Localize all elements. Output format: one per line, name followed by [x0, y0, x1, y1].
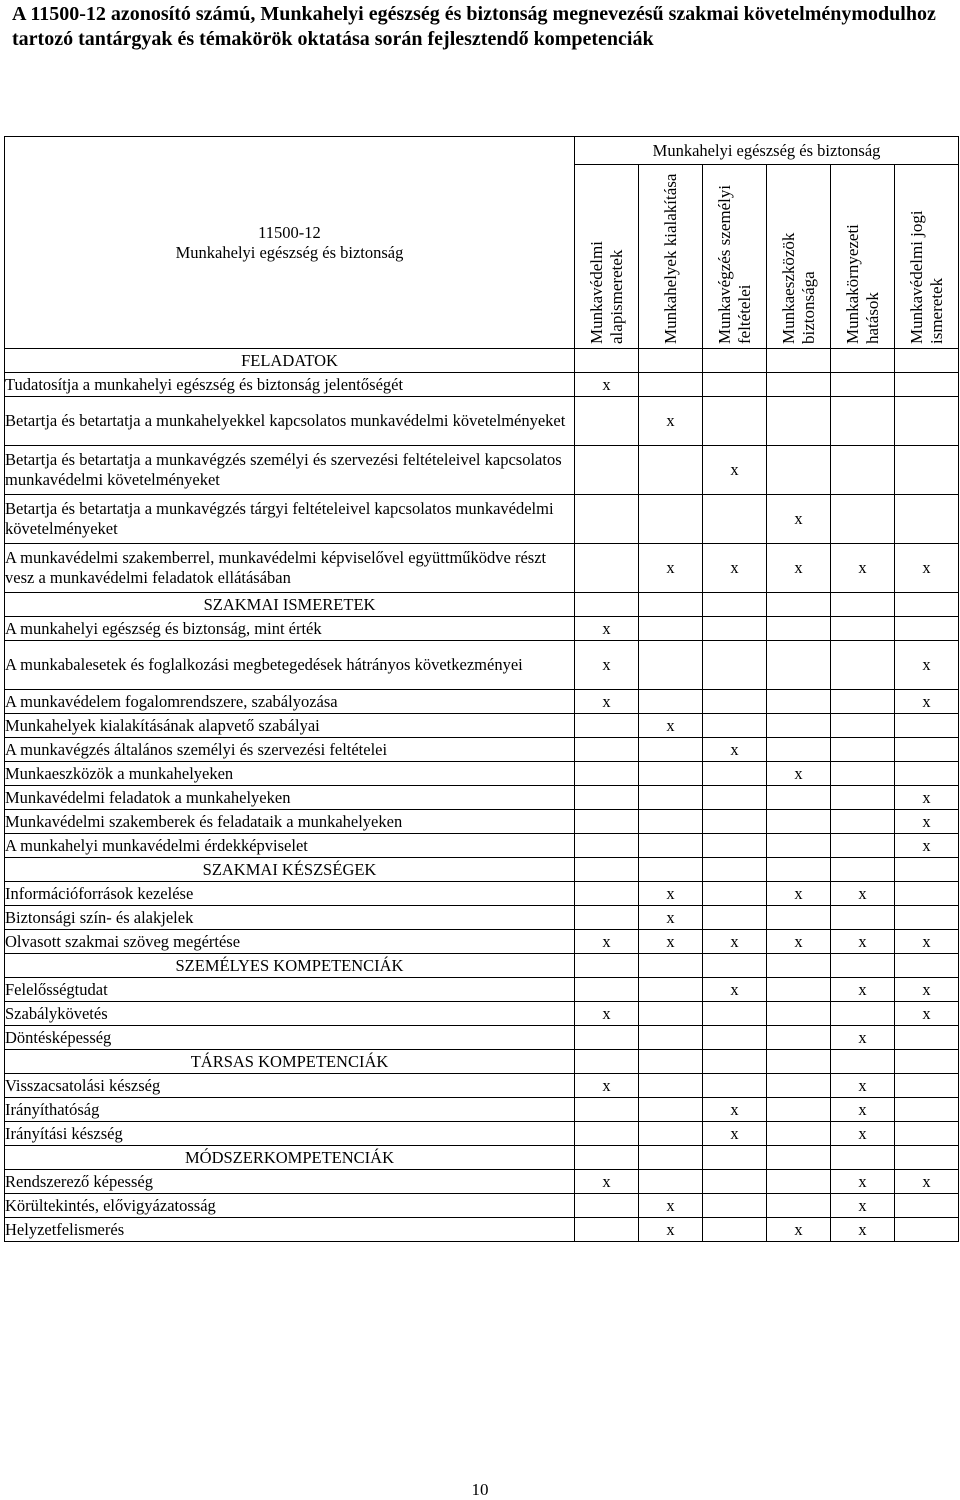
mark-cell — [831, 495, 895, 544]
table-row — [5, 397, 959, 446]
mark-cell — [767, 786, 831, 810]
empty-cell — [895, 1146, 959, 1170]
empty-cell — [831, 858, 895, 882]
mark-cell — [703, 810, 767, 834]
mark-cell: x — [575, 1002, 639, 1026]
empty-cell — [703, 858, 767, 882]
mark-cell — [767, 617, 831, 641]
empty-cell — [767, 1050, 831, 1074]
mark-cell — [639, 690, 703, 714]
mark-cell: x — [767, 930, 831, 954]
mark-cell — [703, 1194, 767, 1218]
mark-cell: x — [831, 978, 895, 1002]
mark-cell — [575, 762, 639, 786]
column-header-label: Munkavégzés személyi feltételei — [715, 184, 754, 344]
mark-cell: x — [639, 1218, 703, 1242]
mark-cell — [575, 786, 639, 810]
mark-cell: x — [703, 738, 767, 762]
mark-cell — [895, 397, 959, 446]
table-row — [5, 1218, 959, 1242]
mark-cell: x — [575, 930, 639, 954]
row-label: Körültekintés, elővigyázatosság — [5, 1194, 575, 1218]
module-header-cell — [5, 137, 575, 349]
mark-cell: x — [767, 882, 831, 906]
empty-cell — [831, 349, 895, 373]
empty-cell — [703, 954, 767, 978]
mark-cell: x — [895, 641, 959, 690]
column-header-label: Munkahelyek kialakítása — [661, 173, 680, 344]
mark-cell: x — [831, 1074, 895, 1098]
mark-cell: x — [831, 1170, 895, 1194]
empty-cell — [767, 1146, 831, 1170]
mark-cell — [831, 617, 895, 641]
mark-cell — [575, 906, 639, 930]
mark-cell — [767, 397, 831, 446]
mark-cell — [831, 906, 895, 930]
empty-cell — [895, 593, 959, 617]
mark-cell: x — [639, 544, 703, 593]
row-label: Információforrások kezelése — [5, 882, 575, 906]
row-label: A munkahelyi munkavédelmi érdekképviselet — [5, 834, 575, 858]
mark-cell — [831, 738, 895, 762]
section-header-row — [5, 349, 959, 373]
section-header-row — [5, 1146, 959, 1170]
mark-cell — [639, 1122, 703, 1146]
empty-cell — [831, 1146, 895, 1170]
mark-cell — [895, 714, 959, 738]
mark-cell — [831, 762, 895, 786]
mark-cell — [703, 373, 767, 397]
table-row — [5, 810, 959, 834]
mark-cell: x — [831, 1026, 895, 1050]
row-label: Felelősségtudat — [5, 978, 575, 1002]
mark-cell — [639, 373, 703, 397]
section-title: MÓDSZERKOMPETENCIÁK — [5, 1146, 575, 1170]
empty-cell — [575, 858, 639, 882]
empty-cell — [767, 954, 831, 978]
mark-cell — [767, 1194, 831, 1218]
mark-cell — [895, 495, 959, 544]
empty-cell — [575, 349, 639, 373]
mark-cell — [639, 1170, 703, 1194]
row-label: A munkavédelem fogalomrendszere, szabályozása — [5, 690, 575, 714]
row-label: Irányítási készség — [5, 1122, 575, 1146]
section-title: SZAKMAI KÉSZSÉGEK — [5, 858, 575, 882]
mark-cell — [703, 1074, 767, 1098]
mark-cell — [575, 1218, 639, 1242]
mark-cell: x — [767, 495, 831, 544]
mark-cell: x — [703, 1122, 767, 1146]
mark-cell — [895, 738, 959, 762]
section-header-row — [5, 1050, 959, 1074]
mark-cell — [703, 617, 767, 641]
empty-cell — [831, 593, 895, 617]
mark-cell — [639, 834, 703, 858]
mark-cell — [703, 1026, 767, 1050]
mark-cell — [703, 397, 767, 446]
table-row — [5, 1122, 959, 1146]
document-title: A 11500-12 azonosító számú, Munkahelyi egészség és biztonság megnevezésű szakmai követelménymodulhoz tartozó tantárgyak és témakörök oktatása során fejlesztendő kompetenciák — [12, 3, 936, 50]
table-row — [5, 1098, 959, 1122]
mark-cell — [639, 978, 703, 1002]
mark-cell — [767, 373, 831, 397]
mark-cell — [767, 738, 831, 762]
mark-cell — [831, 641, 895, 690]
column-header-label: Munkaeszközök biztonsága — [779, 232, 818, 344]
mark-cell: x — [895, 810, 959, 834]
mark-cell — [703, 834, 767, 858]
mark-cell: x — [831, 1218, 895, 1242]
mark-cell: x — [831, 1122, 895, 1146]
table-row — [5, 978, 959, 1002]
column-header-label: Munkavédelmi alapismeretek — [587, 241, 626, 344]
table-row — [5, 495, 959, 544]
row-label: Munkahelyek kialakításának alapvető szabályai — [5, 714, 575, 738]
mark-cell — [767, 1122, 831, 1146]
mark-cell: x — [895, 930, 959, 954]
mark-cell: x — [575, 617, 639, 641]
table-row — [5, 834, 959, 858]
mark-cell — [767, 1002, 831, 1026]
table-row — [5, 617, 959, 641]
mark-cell — [895, 1218, 959, 1242]
mark-cell: x — [895, 834, 959, 858]
table-row — [5, 1026, 959, 1050]
empty-cell — [767, 858, 831, 882]
mark-cell — [895, 906, 959, 930]
row-label: Olvasott szakmai szöveg megértése — [5, 930, 575, 954]
section-title: SZEMÉLYES KOMPETENCIÁK — [5, 954, 575, 978]
row-label: Munkavédelmi feladatok a munkahelyeken — [5, 786, 575, 810]
row-label: Betartja és betartatja a munkavégzés személyi és szervezési feltételeivel kapcsolatos munkavédelmi követelményeket — [5, 446, 575, 495]
mark-cell — [895, 1026, 959, 1050]
mark-cell — [575, 446, 639, 495]
mark-cell: x — [639, 906, 703, 930]
mark-cell: x — [767, 544, 831, 593]
column-header — [639, 165, 703, 349]
mark-cell — [895, 882, 959, 906]
mark-cell: x — [767, 762, 831, 786]
mark-cell: x — [639, 714, 703, 738]
empty-cell — [575, 1146, 639, 1170]
mark-cell — [703, 690, 767, 714]
mark-cell — [831, 810, 895, 834]
mark-cell: x — [639, 397, 703, 446]
mark-cell — [895, 1074, 959, 1098]
mark-cell — [831, 373, 895, 397]
mark-cell — [767, 1170, 831, 1194]
mark-cell — [639, 1026, 703, 1050]
mark-cell: x — [895, 1002, 959, 1026]
mark-cell — [639, 446, 703, 495]
mark-cell — [575, 834, 639, 858]
mark-cell — [639, 617, 703, 641]
table-row — [5, 373, 959, 397]
section-title: SZAKMAI ISMERETEK — [5, 593, 575, 617]
competency-table — [4, 136, 959, 1242]
empty-cell — [703, 593, 767, 617]
mark-cell — [895, 373, 959, 397]
empty-cell — [831, 954, 895, 978]
column-header — [703, 165, 767, 349]
mark-cell — [703, 1170, 767, 1194]
mark-cell — [767, 978, 831, 1002]
table-row — [5, 738, 959, 762]
mark-cell: x — [703, 544, 767, 593]
mark-cell — [575, 1026, 639, 1050]
empty-cell — [703, 1146, 767, 1170]
table-row — [5, 544, 959, 593]
row-label: Tudatosítja a munkahelyi egészség és biztonság jelentőségét — [5, 373, 575, 397]
empty-cell — [895, 858, 959, 882]
mark-cell: x — [575, 690, 639, 714]
mark-cell — [575, 1194, 639, 1218]
mark-cell — [831, 714, 895, 738]
mark-cell: x — [575, 641, 639, 690]
table-row — [5, 1170, 959, 1194]
row-label: A munkavégzés általános személyi és szervezési feltételei — [5, 738, 575, 762]
mark-cell — [575, 1098, 639, 1122]
mark-cell — [575, 882, 639, 906]
section-title: FELADATOK — [5, 349, 575, 373]
mark-cell — [767, 810, 831, 834]
mark-cell — [639, 495, 703, 544]
row-label: Biztonsági szín- és alakjelek — [5, 906, 575, 930]
empty-cell — [639, 954, 703, 978]
module-name: Munkahelyi egészség és biztonság — [175, 242, 404, 262]
table-row — [5, 762, 959, 786]
table-row — [5, 786, 959, 810]
mark-cell — [895, 762, 959, 786]
mark-cell: x — [831, 1098, 895, 1122]
column-header — [895, 165, 959, 349]
row-label: A munkavédelmi szakemberrel, munkavédelmi képviselővel együttműködve részt vesz a munkavédelmi feladatok ellátásában — [5, 544, 575, 593]
row-label: Irányíthatóság — [5, 1098, 575, 1122]
empty-cell — [639, 1146, 703, 1170]
mark-cell: x — [831, 930, 895, 954]
page-number: 10 — [471, 1480, 489, 1499]
mark-cell: x — [895, 690, 959, 714]
mark-cell — [895, 1098, 959, 1122]
row-label: Munkavédelmi szakemberek és feladataik a munkahelyeken — [5, 810, 575, 834]
mark-cell — [575, 397, 639, 446]
mark-cell — [639, 1074, 703, 1098]
mark-cell — [639, 810, 703, 834]
section-header-row — [5, 858, 959, 882]
mark-cell: x — [767, 1218, 831, 1242]
empty-cell — [639, 593, 703, 617]
mark-cell: x — [831, 882, 895, 906]
table-row — [5, 641, 959, 690]
mark-cell: x — [575, 1170, 639, 1194]
column-header — [767, 165, 831, 349]
mark-cell: x — [831, 544, 895, 593]
mark-cell — [575, 714, 639, 738]
table-row — [5, 906, 959, 930]
mark-cell — [703, 641, 767, 690]
row-label: Munkaeszközök a munkahelyeken — [5, 762, 575, 786]
mark-cell — [575, 738, 639, 762]
mark-cell — [703, 786, 767, 810]
row-label: Betartja és betartatja a munkavégzés tárgyi feltételeivel kapcsolatos munkavédelmi követelményeket — [5, 495, 575, 544]
mark-cell — [831, 786, 895, 810]
table-row — [5, 930, 959, 954]
mark-cell — [767, 714, 831, 738]
row-label: Szabálykövetés — [5, 1002, 575, 1026]
row-label: A munkabalesetek és foglalkozási megbetegedések hátrányos következményei — [5, 641, 575, 690]
empty-cell — [703, 349, 767, 373]
empty-cell — [831, 1050, 895, 1074]
empty-cell — [575, 593, 639, 617]
column-header — [575, 165, 639, 349]
column-header-label: Munkakörnyezeti hatások — [843, 224, 882, 344]
mark-cell — [575, 544, 639, 593]
row-label: Döntésképesség — [5, 1026, 575, 1050]
table-row — [5, 714, 959, 738]
mark-cell — [703, 1218, 767, 1242]
mark-cell — [895, 1122, 959, 1146]
empty-cell — [639, 349, 703, 373]
mark-cell — [575, 495, 639, 544]
mark-cell — [767, 641, 831, 690]
empty-cell — [575, 1050, 639, 1074]
mark-cell — [767, 1074, 831, 1098]
module-code: 11500-12 — [258, 222, 321, 242]
mark-cell — [639, 738, 703, 762]
mark-cell — [895, 617, 959, 641]
mark-cell — [831, 446, 895, 495]
mark-cell — [639, 762, 703, 786]
mark-cell — [639, 1002, 703, 1026]
mark-cell — [767, 1026, 831, 1050]
mark-cell: x — [703, 930, 767, 954]
mark-cell: x — [895, 786, 959, 810]
table-row — [5, 1194, 959, 1218]
mark-cell — [575, 1122, 639, 1146]
mark-cell: x — [703, 978, 767, 1002]
mark-cell: x — [639, 882, 703, 906]
mark-cell: x — [575, 1074, 639, 1098]
mark-cell — [767, 834, 831, 858]
mark-cell — [703, 882, 767, 906]
table-row — [5, 882, 959, 906]
section-header-row — [5, 954, 959, 978]
mark-cell — [575, 978, 639, 1002]
empty-cell — [703, 1050, 767, 1074]
mark-cell — [831, 690, 895, 714]
mark-cell — [703, 906, 767, 930]
table-row — [5, 690, 959, 714]
section-header-row — [5, 593, 959, 617]
mark-cell — [703, 1002, 767, 1026]
mark-cell — [575, 810, 639, 834]
mark-cell — [703, 714, 767, 738]
mark-cell: x — [703, 446, 767, 495]
mark-cell — [639, 1098, 703, 1122]
row-label: Helyzetfelismerés — [5, 1218, 575, 1242]
mark-cell — [767, 446, 831, 495]
row-label: Betartja és betartatja a munkahelyekkel kapcsolatos munkavédelmi követelményeket — [5, 397, 575, 446]
empty-cell — [639, 858, 703, 882]
row-label: Rendszerező képesség — [5, 1170, 575, 1194]
mark-cell — [895, 446, 959, 495]
mark-cell — [831, 1002, 895, 1026]
mark-cell: x — [895, 1170, 959, 1194]
mark-cell: x — [831, 1194, 895, 1218]
mark-cell — [767, 1098, 831, 1122]
empty-cell — [767, 349, 831, 373]
empty-cell — [767, 593, 831, 617]
row-label: A munkahelyi egészség és biztonság, mint érték — [5, 617, 575, 641]
column-header — [831, 165, 895, 349]
row-label: Visszacsatolási készség — [5, 1074, 575, 1098]
section-title: TÁRSAS KOMPETENCIÁK — [5, 1050, 575, 1074]
mark-cell — [767, 690, 831, 714]
table-row — [5, 1074, 959, 1098]
mark-cell: x — [703, 1098, 767, 1122]
mark-cell: x — [575, 373, 639, 397]
mark-cell — [703, 762, 767, 786]
mark-cell — [895, 1194, 959, 1218]
mark-cell — [639, 786, 703, 810]
mark-cell — [831, 397, 895, 446]
mark-cell — [767, 906, 831, 930]
subject-group-header: Munkahelyi egészség és biztonság — [575, 137, 959, 165]
mark-cell — [831, 834, 895, 858]
empty-cell — [895, 1050, 959, 1074]
mark-cell: x — [895, 544, 959, 593]
table-row — [5, 446, 959, 495]
mark-cell: x — [639, 1194, 703, 1218]
table-row — [5, 1002, 959, 1026]
mark-cell — [703, 495, 767, 544]
empty-cell — [895, 954, 959, 978]
empty-cell — [639, 1050, 703, 1074]
column-header-label: Munkavédelmi jogi ismeretek — [907, 210, 946, 344]
empty-cell — [575, 954, 639, 978]
mark-cell — [639, 641, 703, 690]
mark-cell: x — [639, 930, 703, 954]
empty-cell — [895, 349, 959, 373]
mark-cell: x — [895, 978, 959, 1002]
